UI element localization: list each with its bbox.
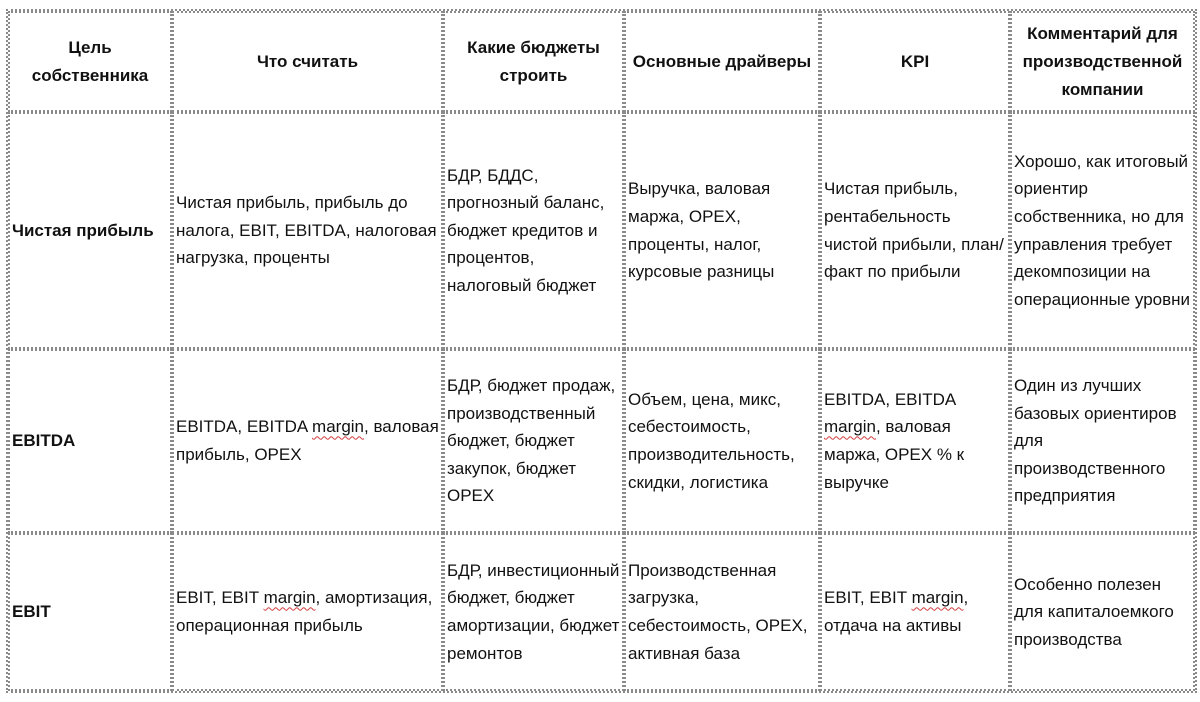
cell-text: EBITDA, EBITDA — [176, 417, 313, 437]
cell-what-to-count — [172, 533, 443, 691]
header-row — [8, 11, 1195, 112]
cell-budgets: БДР, инвестиционный бюджет, бюджет амортизации, бюджет ремонтов — [443, 533, 624, 691]
cell-budgets: БДР, бюджет продаж, производственный бюджет, бюджет закупок, бюджет OPEX — [443, 349, 624, 533]
cell-kpi — [820, 349, 1010, 533]
cell-drivers: Выручка, валовая маржа, OPEX, проценты, налог, курсовые разницы — [624, 112, 820, 349]
row-goal: EBITDA — [8, 349, 172, 533]
cell-what-to-count — [172, 349, 443, 533]
row-goal: EBIT — [8, 533, 172, 691]
cell-drivers: Объем, цена, микс, себестоимость, производительность, скидки, логистика — [624, 349, 820, 533]
cell-text: EBIT, EBIT — [824, 588, 912, 608]
cell-text: , валовая прибыль, OPEX — [176, 417, 439, 464]
spellcheck-word: margin — [824, 417, 876, 437]
budgeting-table — [6, 9, 1197, 693]
cell-comment: Хорошо, как итоговый ориентир собственника, но для управления требует декомпозиции на операционные уровни — [1010, 112, 1195, 349]
spellcheck-word: margin — [911, 588, 964, 608]
spellcheck-word: margin — [263, 588, 316, 608]
cell-budgets: БДР, БДДС, прогнозный баланс, бюджет кредитов и процентов, налоговый бюджет — [443, 112, 624, 349]
header-what-to-count: Что считать — [172, 11, 443, 112]
cell-what-to-count: Чистая прибыль, прибыль до налога, EBIT, EBITDA, налоговая нагрузка, проценты — [172, 112, 443, 349]
cell-kpi: Чистая прибыль, рентабельность чистой прибыли, план/факт по прибыли — [820, 112, 1010, 349]
header-budgets: Какие бюджеты строить — [443, 11, 624, 112]
cell-text: , валовая маржа, OPEX % к выручке — [824, 417, 965, 492]
row-goal: Чистая прибыль — [8, 112, 172, 349]
header-drivers: Основные драйверы — [624, 11, 820, 112]
header-owner-goal: Цель собственника — [8, 11, 172, 112]
cell-comment: Один из лучших базовых ориентиров для производственного предприятия — [1010, 349, 1195, 533]
table-row — [8, 349, 1195, 533]
cell-kpi — [820, 533, 1010, 691]
spellcheck-word: margin — [312, 417, 365, 437]
cell-text: EBIT, EBIT — [176, 588, 264, 608]
cell-drivers: Производственная загрузка, себестоимость, OPEX, активная база — [624, 533, 820, 691]
table-row — [8, 533, 1195, 691]
cell-comment: Особенно полезен для капиталоемкого производства — [1010, 533, 1195, 691]
header-kpi: KPI — [820, 11, 1010, 112]
header-comment: Комментарий для производственной компании — [1010, 11, 1195, 112]
table-row — [8, 112, 1195, 349]
cell-text: , отдача на активы — [824, 588, 969, 635]
cell-text: EBITDA, EBITDA — [824, 389, 956, 409]
cell-text: , амортизация, операционная прибыль — [176, 588, 433, 635]
